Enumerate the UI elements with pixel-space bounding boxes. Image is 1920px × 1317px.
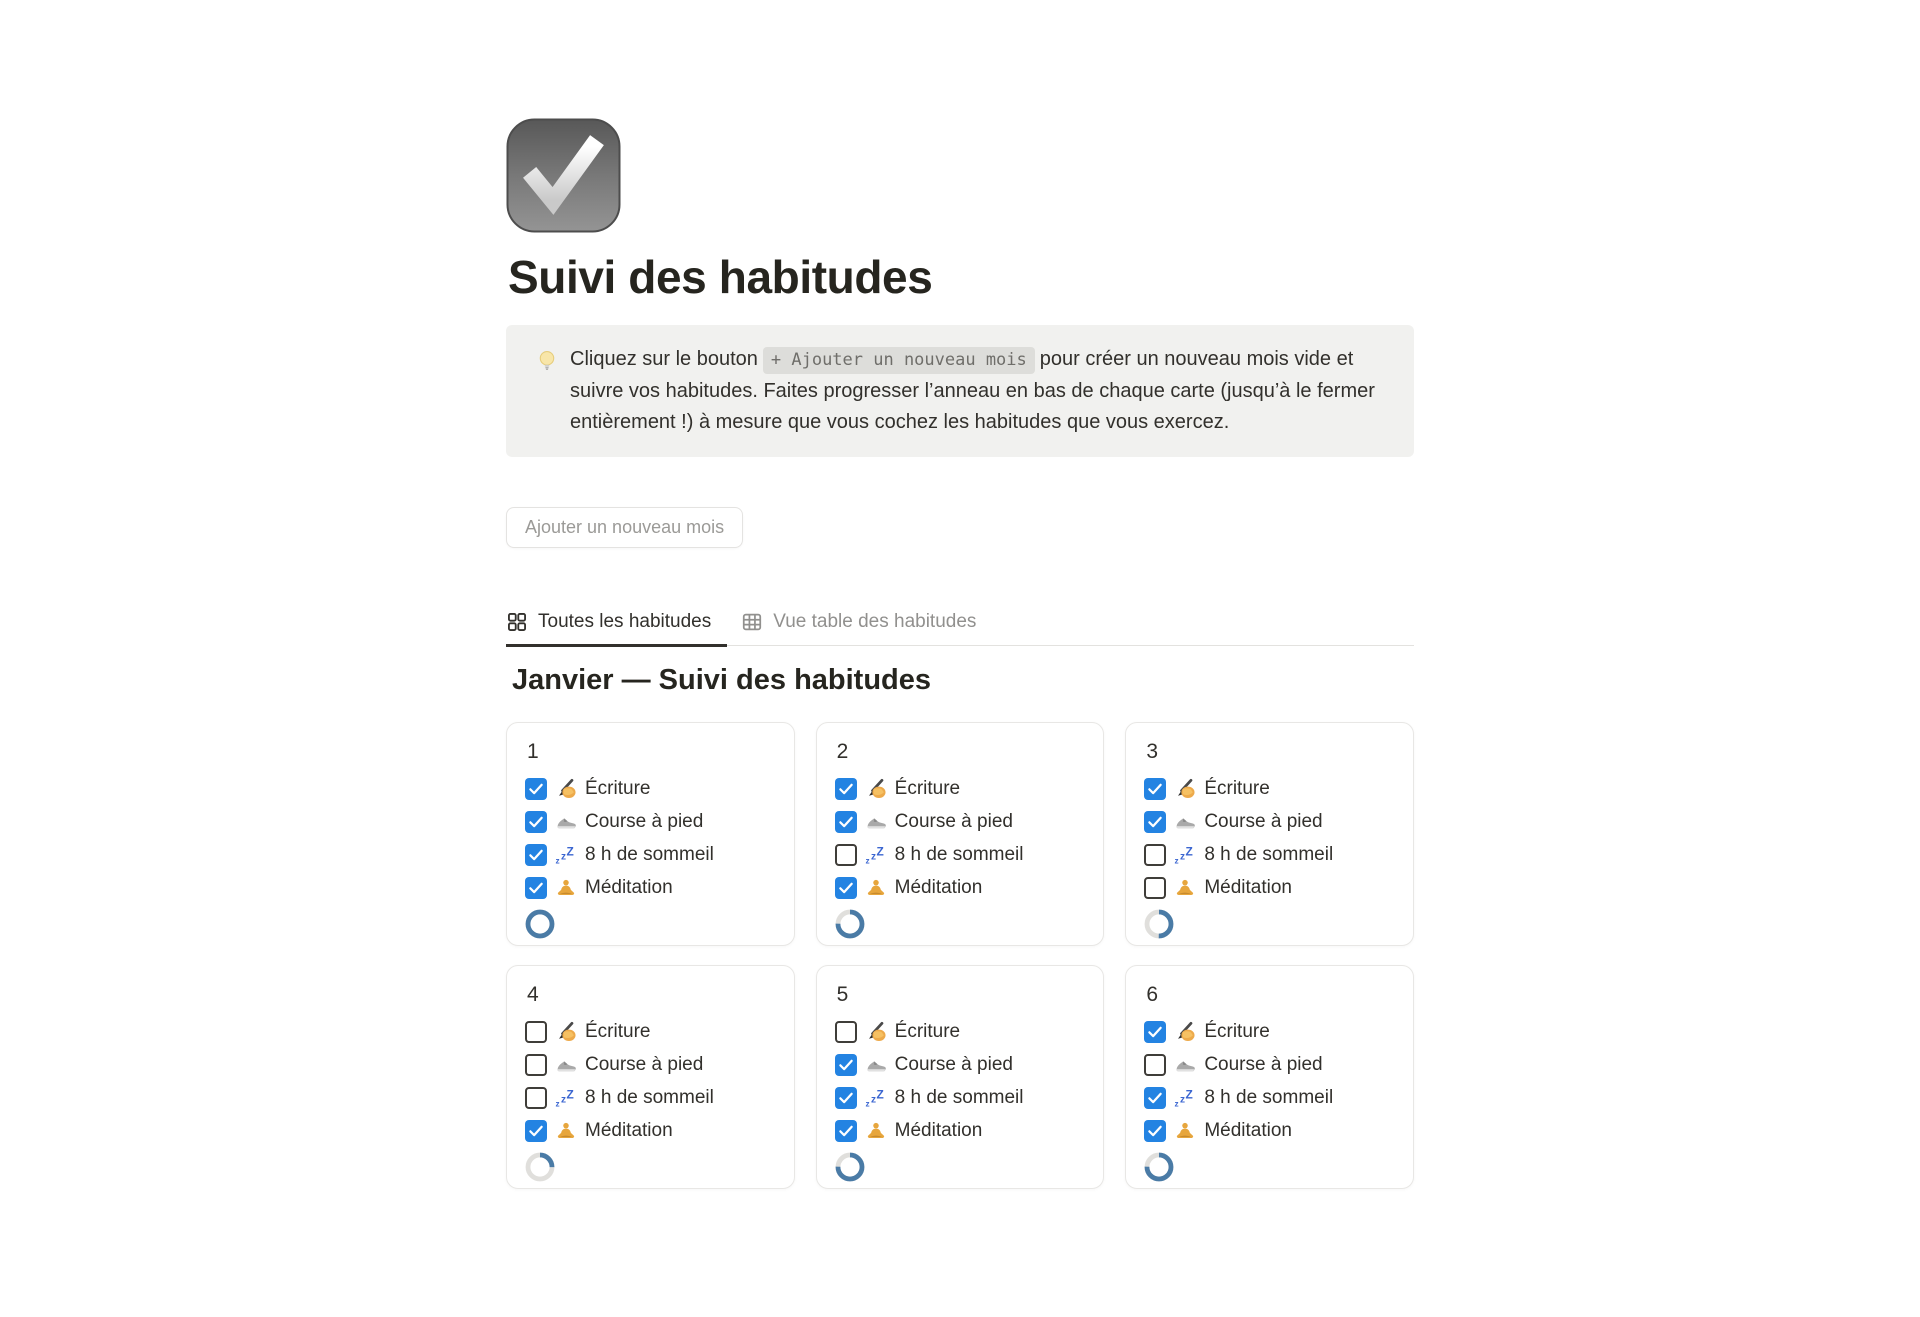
- habit-checkbox-course-a-pied[interactable]: [835, 1054, 857, 1076]
- zzz-icon: [865, 1087, 887, 1109]
- tab-toutes-les-habitudes[interactable]: [506, 611, 727, 647]
- habit-card-day-5[interactable]: [816, 965, 1105, 1189]
- habit-row: [1141, 1081, 1397, 1114]
- habit-row: [522, 805, 778, 838]
- habit-label: 8 h de sommeil: [585, 843, 714, 865]
- card-day-number: 1: [527, 740, 539, 763]
- habit-label: Méditation: [1204, 1119, 1292, 1141]
- habit-label: Méditation: [894, 876, 983, 898]
- svg-text:z: z: [1180, 851, 1186, 863]
- habit-label: Course à pied: [585, 1053, 704, 1075]
- habit-checkbox-course-a-pied[interactable]: [835, 811, 857, 833]
- section-heading: Janvier — Suivi des habitudes: [512, 664, 932, 696]
- habit-row: [522, 1114, 778, 1147]
- svg-text:Z: Z: [1185, 843, 1194, 858]
- add-month-button[interactable]: Ajouter un nouveau mois: [506, 507, 743, 548]
- habit-label: 8 h de sommeil: [894, 1086, 1024, 1108]
- meditation-icon: [1174, 1120, 1196, 1142]
- zzz-icon: [555, 1087, 577, 1109]
- notion-page: [506, 118, 1414, 1189]
- habit-row: [522, 838, 778, 871]
- habit-row: [522, 871, 778, 904]
- callout-text: [570, 344, 1390, 438]
- habit-row: [832, 772, 1088, 805]
- progress-ring: [525, 1152, 555, 1182]
- habit-row: [1141, 805, 1397, 838]
- svg-text:z: z: [555, 1098, 560, 1108]
- habit-label: Course à pied: [894, 1053, 1013, 1075]
- habit-row: [832, 805, 1088, 838]
- running-shoe-icon: [555, 811, 577, 833]
- progress-ring: [835, 1152, 865, 1182]
- habit-checkbox-meditation[interactable]: [1144, 877, 1166, 899]
- habit-row: [1141, 871, 1397, 904]
- habit-row: [522, 1015, 778, 1048]
- habit-label: Méditation: [585, 876, 673, 898]
- svg-text:Z: Z: [876, 843, 884, 858]
- running-shoe-icon: [865, 1054, 887, 1076]
- running-shoe-icon: [1174, 811, 1196, 833]
- svg-text:Z: Z: [566, 1086, 574, 1101]
- habit-label: Écriture: [585, 1020, 651, 1042]
- card-day-number: 6: [1146, 983, 1159, 1006]
- svg-text:z: z: [560, 851, 567, 863]
- zzz-icon: [555, 844, 577, 866]
- zzz-icon: [1174, 844, 1196, 866]
- light-bulb-icon: [534, 348, 560, 374]
- writing-hand-icon: [1174, 778, 1196, 800]
- habit-row: [1141, 1114, 1397, 1147]
- habit-cards-grid: [506, 722, 1414, 1189]
- svg-text:z: z: [870, 1094, 876, 1106]
- running-shoe-icon: [865, 811, 887, 833]
- habit-row: [1141, 1048, 1397, 1081]
- habit-label: Course à pied: [894, 810, 1013, 832]
- meditation-icon: [865, 877, 887, 899]
- habit-label: Écriture: [1204, 1020, 1270, 1042]
- habit-row: [1141, 1015, 1397, 1048]
- card-day-number: 2: [836, 740, 849, 763]
- habit-checkbox-8-h-de-sommeil[interactable]: [525, 1087, 547, 1109]
- svg-text:z: z: [1174, 855, 1179, 865]
- habit-checkbox-meditation[interactable]: [835, 1120, 857, 1142]
- writing-hand-icon: [865, 778, 887, 800]
- habit-checkbox-8-h-de-sommeil[interactable]: [1144, 844, 1166, 866]
- habit-checkbox-ecriture[interactable]: [525, 1021, 547, 1043]
- table-view-icon: [741, 611, 763, 633]
- habit-checkbox-8-h-de-sommeil[interactable]: [1144, 1087, 1166, 1109]
- habit-checkbox-ecriture[interactable]: [835, 778, 857, 800]
- zzz-icon: [865, 844, 887, 866]
- writing-hand-icon: [555, 778, 577, 800]
- callout: [506, 325, 1414, 457]
- meditation-icon: [555, 1120, 577, 1142]
- page-title: Suivi des habitudes: [508, 251, 933, 303]
- meditation-icon: [865, 1120, 887, 1142]
- habit-row: [522, 1081, 778, 1114]
- habit-checkbox-meditation[interactable]: [835, 877, 857, 899]
- habit-label: 8 h de sommeil: [585, 1086, 714, 1108]
- meditation-icon: [555, 877, 577, 899]
- svg-text:z: z: [865, 855, 870, 865]
- habit-label: Méditation: [894, 1119, 983, 1141]
- habit-label: Écriture: [1204, 777, 1270, 799]
- view-tabs: [506, 611, 1414, 646]
- habit-checkbox-8-h-de-sommeil[interactable]: [835, 844, 857, 866]
- habit-label: Course à pied: [585, 810, 704, 832]
- habit-checkbox-meditation[interactable]: [525, 1120, 547, 1142]
- habit-checkbox-meditation[interactable]: [1144, 1120, 1166, 1142]
- habit-row: [832, 871, 1088, 904]
- tab-label: Vue table des habitudes: [773, 611, 977, 632]
- habit-checkbox-8-h-de-sommeil[interactable]: [525, 844, 547, 866]
- habit-label: 8 h de sommeil: [1204, 843, 1334, 865]
- habit-row: [832, 1081, 1088, 1114]
- habit-card-day-6[interactable]: [1125, 965, 1414, 1189]
- habit-checkbox-course-a-pied[interactable]: [1144, 1054, 1166, 1076]
- habit-checkbox-ecriture[interactable]: [835, 1021, 857, 1043]
- habit-label: 8 h de sommeil: [894, 843, 1024, 865]
- habit-checkbox-course-a-pied[interactable]: [525, 811, 547, 833]
- habit-checkbox-8-h-de-sommeil[interactable]: [835, 1087, 857, 1109]
- zzz-icon: [1174, 1087, 1196, 1109]
- habit-checkbox-course-a-pied[interactable]: [1144, 811, 1166, 833]
- habit-checkbox-meditation[interactable]: [525, 877, 547, 899]
- habit-card-day-2[interactable]: [816, 722, 1105, 946]
- svg-text:z: z: [865, 1098, 870, 1108]
- svg-text:z: z: [555, 855, 560, 865]
- progress-ring: [525, 909, 555, 939]
- progress-ring: [835, 909, 865, 939]
- habit-card-day-1[interactable]: [506, 722, 795, 946]
- habit-card-day-4[interactable]: [506, 965, 795, 1189]
- card-day-number: 3: [1146, 740, 1159, 763]
- svg-text:z: z: [870, 851, 876, 863]
- habit-label: Méditation: [585, 1119, 673, 1141]
- tab-vue-table-des-habitudes[interactable]: [741, 611, 992, 647]
- svg-text:Z: Z: [1185, 1086, 1194, 1101]
- habit-row: [1141, 838, 1397, 871]
- habit-label: Écriture: [585, 777, 651, 799]
- card-day-number: 4: [527, 983, 539, 1006]
- habit-row: [832, 838, 1088, 871]
- habit-row: [832, 1114, 1088, 1147]
- callout-text-before: Cliquez sur le bouton: [570, 348, 758, 370]
- writing-hand-icon: [865, 1021, 887, 1043]
- page-checkmark-icon[interactable]: [506, 118, 621, 233]
- meditation-icon: [1174, 877, 1196, 899]
- habit-label: 8 h de sommeil: [1204, 1086, 1334, 1108]
- svg-text:z: z: [1180, 1094, 1186, 1106]
- callout-text-after: pour créer un nouveau mois vide et suivre vos habitudes. Faites progresser l’anneau en bas de chaque carte (jusqu’à le fermer entièrement !) à mesure que vous cochez les habitudes que vous exercez.: [570, 348, 1375, 433]
- svg-text:Z: Z: [566, 843, 574, 858]
- habit-checkbox-course-a-pied[interactable]: [525, 1054, 547, 1076]
- running-shoe-icon: [555, 1054, 577, 1076]
- habit-label: Course à pied: [1204, 810, 1323, 832]
- card-day-number: 5: [836, 983, 849, 1006]
- progress-ring: [1144, 1152, 1174, 1182]
- habit-label: Écriture: [894, 1020, 961, 1042]
- svg-text:z: z: [1174, 1098, 1179, 1108]
- habit-checkbox-ecriture[interactable]: [1144, 778, 1166, 800]
- running-shoe-icon: [1174, 1054, 1196, 1076]
- habit-row: [1141, 772, 1397, 805]
- writing-hand-icon: [555, 1021, 577, 1043]
- habit-row: [522, 1048, 778, 1081]
- habit-row: [832, 1015, 1088, 1048]
- writing-hand-icon: [1174, 1021, 1196, 1043]
- svg-text:z: z: [560, 1094, 567, 1106]
- habit-label: Méditation: [1204, 876, 1292, 898]
- habit-row: [522, 772, 778, 805]
- gallery-view-icon: [506, 611, 528, 633]
- habit-card-day-3[interactable]: [1125, 722, 1414, 946]
- habit-label: Écriture: [894, 777, 961, 799]
- habit-checkbox-ecriture[interactable]: [525, 778, 547, 800]
- tab-label: Toutes les habitudes: [538, 611, 712, 632]
- svg-text:Z: Z: [876, 1086, 884, 1101]
- progress-ring: [1144, 909, 1174, 939]
- habit-label: Course à pied: [1204, 1053, 1323, 1075]
- habit-row: [832, 1048, 1088, 1081]
- inline-code-chip: + Ajouter un nouveau mois: [763, 347, 1035, 374]
- habit-checkbox-ecriture[interactable]: [1144, 1021, 1166, 1043]
